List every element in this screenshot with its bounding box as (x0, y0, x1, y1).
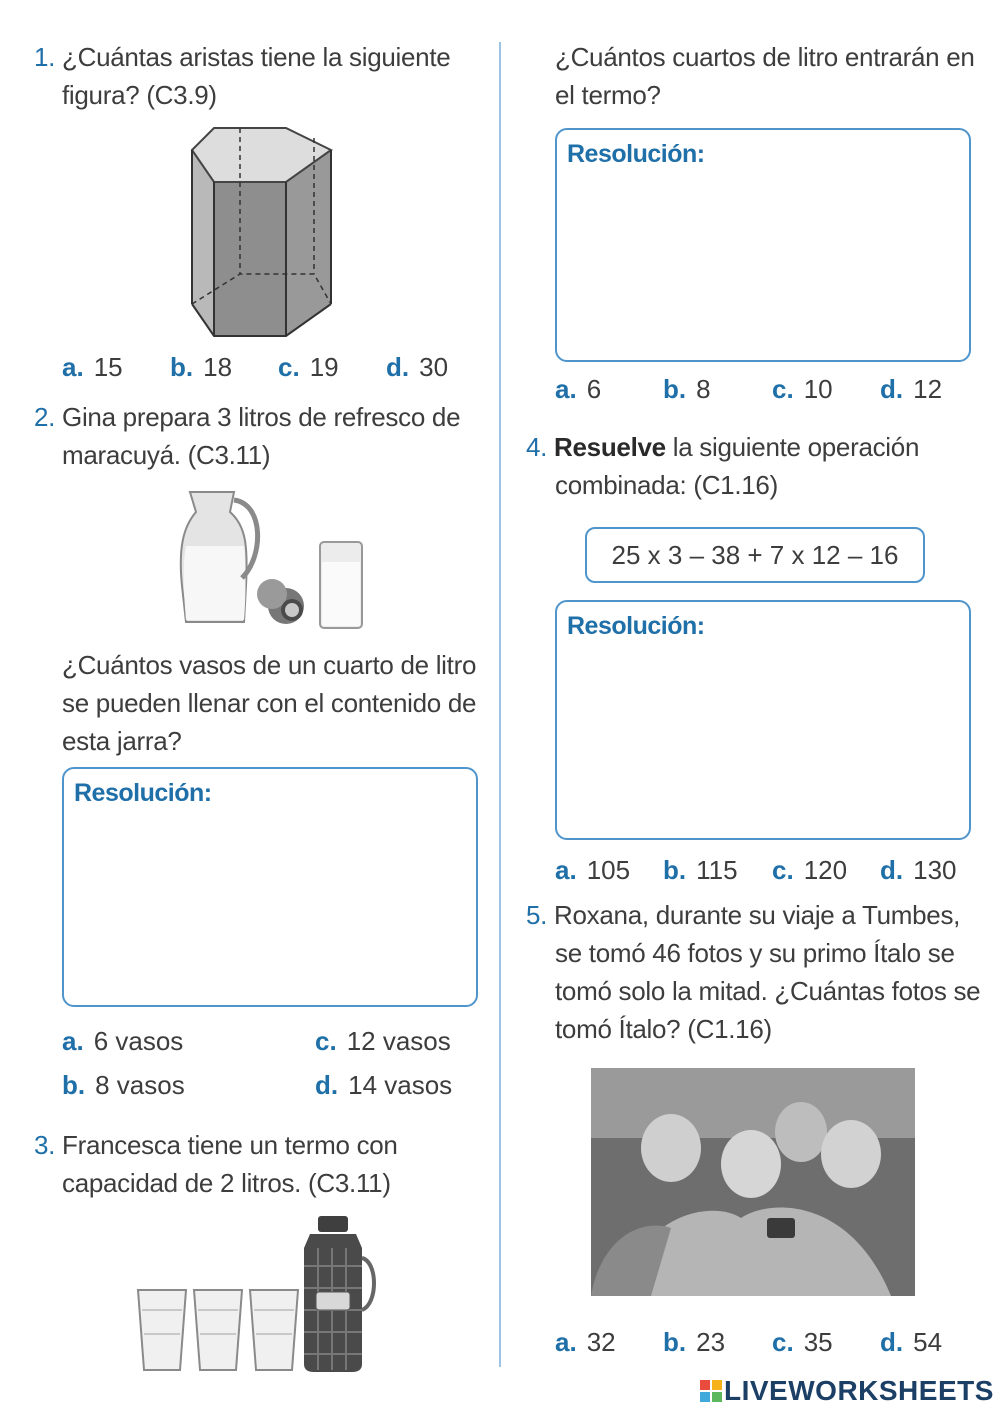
option-value: 30 (419, 352, 449, 382)
option-letter: d. (880, 855, 904, 885)
option-letter: a. (62, 1026, 84, 1056)
option-a[interactable] (555, 374, 601, 405)
option-value: 54 (913, 1327, 943, 1357)
question-2-sub-line3: esta jarra? (62, 726, 182, 756)
option-letter: d. (880, 1327, 904, 1357)
option-value: 6 (586, 374, 602, 404)
option-letter: d. (315, 1070, 339, 1100)
option-b[interactable] (62, 1070, 185, 1101)
question-1-text-line2: figura? (C3.9) (62, 80, 217, 110)
question-5-text-line3: tomó solo la mitad. ¿Cuántas fotos se (555, 976, 981, 1006)
option-d[interactable] (880, 374, 942, 405)
question-2-text-line2: maracuyá. (C3.11) (62, 440, 271, 470)
question-5-text-line4: tomó Ítalo? (C1.16) (555, 1014, 772, 1044)
option-d[interactable] (386, 352, 448, 383)
option-value: 23 (696, 1327, 726, 1357)
question-3-sub-line1: ¿Cuántos cuartos de litro entrarán en (555, 42, 975, 72)
question-4-text-line2: combinada: (C1.16) (555, 470, 778, 500)
option-value: 15 (93, 352, 123, 382)
option-value: 130 (913, 855, 957, 885)
option-b[interactable] (663, 374, 711, 405)
resolution-box-q4[interactable] (555, 600, 971, 840)
option-letter: d. (386, 352, 410, 382)
option-letter: d. (880, 374, 904, 404)
resolution-label: Resolución: (74, 779, 212, 807)
option-value: 12 vasos (346, 1026, 451, 1056)
question-line: la siguiente operación (665, 432, 920, 462)
option-a[interactable] (62, 1026, 183, 1057)
question-3-text (34, 1126, 398, 1164)
option-value: 18 (203, 352, 233, 382)
question-1-text (34, 38, 450, 76)
option-value: 12 (913, 374, 943, 404)
option-a[interactable] (555, 1327, 616, 1358)
liveworksheets-logo-icon (700, 1380, 722, 1402)
option-b[interactable] (663, 855, 738, 886)
option-letter: a. (555, 855, 577, 885)
option-c[interactable] (315, 1026, 451, 1057)
liveworksheets-brand[interactable]: LIVEWORKSHEETS (724, 1375, 994, 1406)
question-5-text (526, 896, 960, 934)
pitcher-passionfruit-glass-image (172, 486, 372, 634)
question-number: 3. (34, 1130, 56, 1160)
question-number: 4. (526, 432, 548, 462)
question-2-sub-line2: se pueden llenar con el contenido de (62, 688, 477, 718)
option-letter: c. (278, 352, 300, 382)
option-letter: a. (555, 374, 577, 404)
question-3-sub-line2: el termo? (555, 80, 661, 110)
option-letter: c. (772, 855, 794, 885)
option-letter: b. (62, 1070, 86, 1100)
option-value: 14 vasos (348, 1070, 453, 1100)
resolution-box-q2[interactable] (62, 767, 478, 1007)
question-number: 5. (526, 900, 548, 930)
hexagonal-prism-figure (188, 124, 338, 340)
option-b[interactable] (663, 1327, 725, 1358)
question-2-text (34, 398, 460, 436)
option-a[interactable] (62, 352, 123, 383)
option-b[interactable] (170, 352, 232, 383)
option-letter: b. (663, 374, 687, 404)
option-c[interactable] (772, 1327, 833, 1358)
option-value: 8 vasos (95, 1070, 185, 1100)
option-d[interactable] (880, 855, 957, 886)
option-c[interactable] (278, 352, 339, 383)
option-d[interactable] (880, 1327, 942, 1358)
question-number: 2. (34, 402, 56, 432)
option-value: 6 vasos (93, 1026, 184, 1056)
question-5-text-line2: se tomó 46 fotos y su primo Ítalo se (555, 938, 955, 968)
option-value: 8 (696, 374, 711, 404)
question-line: Francesca tiene un termo con (62, 1130, 398, 1160)
question-line: Gina prepara 3 litros de refresco de (62, 402, 461, 432)
option-value: 10 (803, 374, 833, 404)
option-value: 35 (803, 1327, 833, 1357)
operation-box: 25 x 3 – 38 + 7 x 12 – 16 (585, 527, 925, 583)
option-c[interactable] (772, 855, 847, 886)
option-value: 19 (309, 352, 339, 382)
option-letter: c. (315, 1026, 337, 1056)
resolution-box-q3[interactable] (555, 128, 971, 362)
glasses-and-thermos-image (132, 1214, 382, 1374)
resolution-label: Resolución: (567, 140, 705, 168)
question-3-text-line2: capacidad de 2 litros. (C3.11) (62, 1168, 391, 1198)
option-value: 115 (696, 855, 738, 885)
question-bold-word: Resuelve (554, 432, 666, 462)
question-line: Roxana, durante su viaje a Tumbes, (554, 900, 961, 930)
children-photo (591, 1068, 915, 1296)
question-4-text (526, 428, 919, 466)
option-a[interactable] (555, 855, 630, 886)
option-d[interactable] (315, 1070, 452, 1101)
option-letter: b. (663, 1327, 687, 1357)
option-c[interactable] (772, 374, 833, 405)
children-photo-illustration (591, 1068, 915, 1296)
question-number: 1. (34, 42, 56, 72)
option-letter: a. (555, 1327, 577, 1357)
option-letter: a. (62, 352, 84, 382)
option-value: 105 (586, 855, 631, 885)
column-divider (499, 42, 501, 1367)
question-2-sub-line1: ¿Cuántos vasos de un cuarto de litro (62, 650, 477, 680)
question-line: ¿Cuántas aristas tiene la siguiente (62, 42, 451, 72)
option-value: 32 (586, 1327, 616, 1357)
option-value: 120 (803, 855, 848, 885)
option-letter: b. (663, 855, 687, 885)
option-letter: c. (772, 374, 794, 404)
option-letter: b. (170, 352, 194, 382)
resolution-label: Resolución: (567, 612, 705, 640)
option-letter: c. (772, 1327, 794, 1357)
